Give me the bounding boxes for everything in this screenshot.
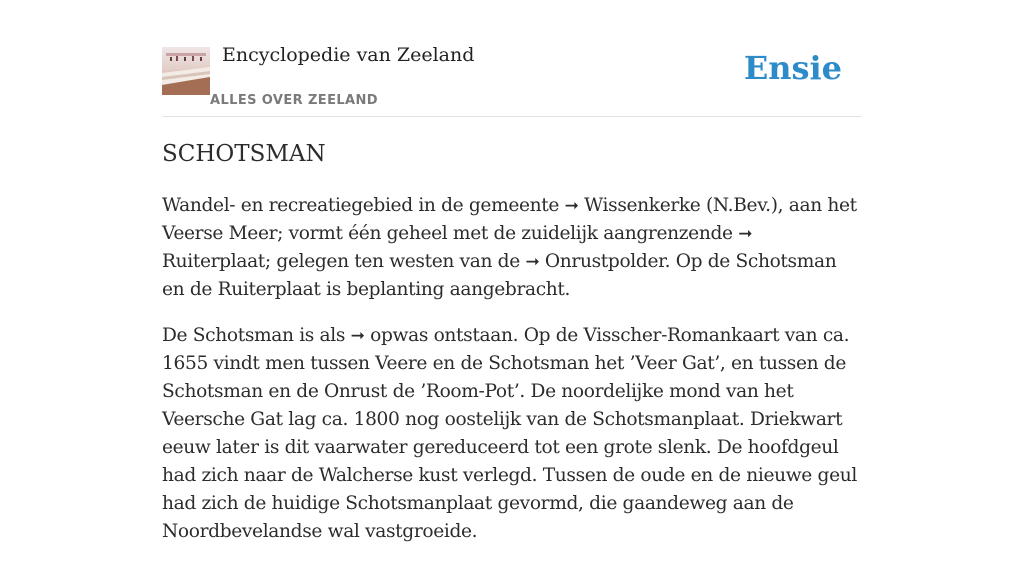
cross-reference-arrow-icon[interactable]: ➞ <box>525 252 540 272</box>
site-subtitle: ALLES OVER ZEELAND <box>210 93 378 108</box>
ensie-logo-link[interactable]: Ensie <box>743 49 842 87</box>
entry-title: SCHOTSMAN <box>162 141 326 167</box>
entry-content <box>162 138 864 564</box>
paragraph-text: opwas ontstaan. Op de Visscher-Romankaart van ca. 1655 vindt men tussen Veere en de Schotsman het ’Veer Gat’, en tussen de Schotsman en de Onrust de ’Room-Pot’. De noordelijke mond van het Veersche Gat lag ca. 1800 nog oostelijk van de Schotsmanplaat. Driekwart eeuw later is dit vaarwater gereduceerd tot een grote slenk. De hoofdgeul had zich naar de Walcherse kust verlegd. Tussen de oude en de nieuwe geul had zich de huidige Schotsmanplaat gevormd, die gaandeweg aan de Noordbevelandse wal vastgroeide. <box>162 325 857 542</box>
paragraph-text: Wissenkerke (N.Bev.), aan het Veerse Meer; vormt één geheel met de zuidelijk aangrenzende <box>162 195 857 244</box>
paragraph-text: Onrustpolder. Op de Schotsman en de Ruiterplaat is beplanting aangebracht. <box>162 251 837 300</box>
paragraph-text: De Schotsman is als <box>162 325 351 346</box>
cross-reference-arrow-icon[interactable]: ➞ <box>738 224 753 244</box>
book-stack-image <box>162 47 210 95</box>
cross-reference-arrow-icon[interactable]: ➞ <box>564 196 579 216</box>
entry-paragraph <box>162 322 864 546</box>
cross-reference-arrow-icon[interactable]: ➞ <box>350 326 365 346</box>
paragraph-text: Wandel- en recreatiegebied in de gemeente <box>162 195 565 216</box>
paragraph-text: Ruiterplaat; gelegen ten westen van de <box>162 251 526 272</box>
site-header <box>162 0 862 117</box>
entry-paragraph <box>162 192 864 304</box>
site-title[interactable]: Encyclopedie van Zeeland <box>222 44 475 66</box>
site-logo[interactable] <box>162 47 210 95</box>
